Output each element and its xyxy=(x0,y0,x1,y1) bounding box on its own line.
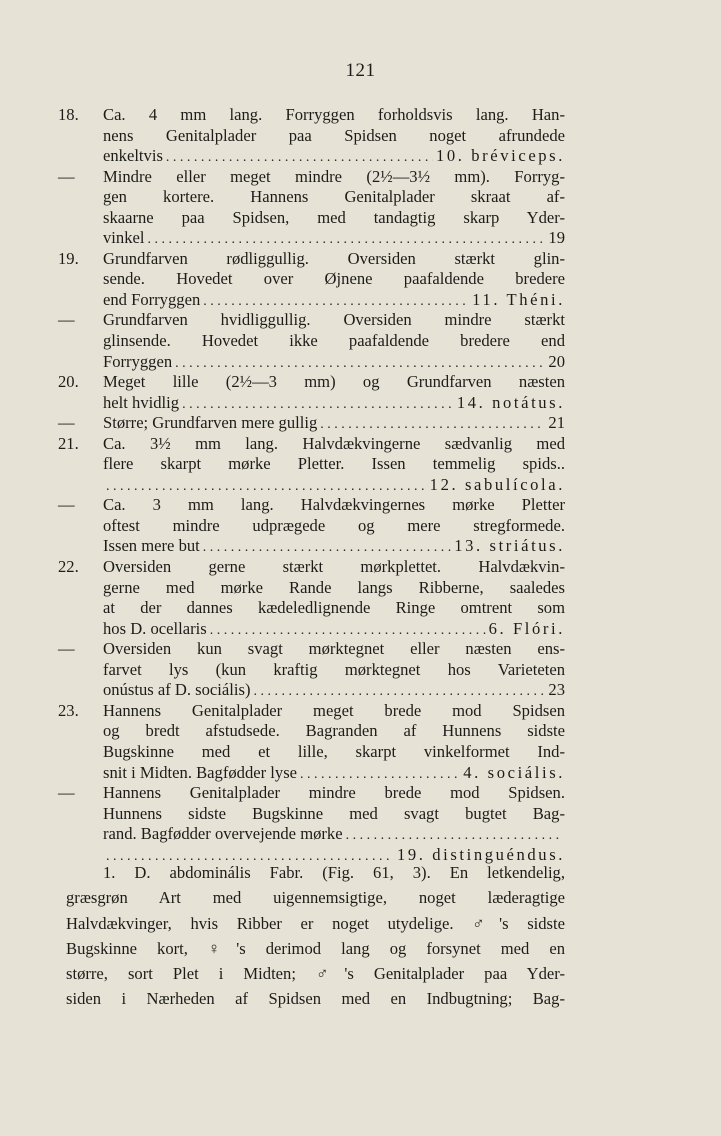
couplet-number: — xyxy=(58,166,75,186)
key-text: Oversiden gerne stærkt mørkplettet. Halvdækvin- xyxy=(103,557,565,577)
couplet-number: 23. xyxy=(58,700,79,720)
dot-leader xyxy=(147,230,545,251)
species-result: 6. Flóri. xyxy=(488,618,565,638)
dot-leader xyxy=(320,415,545,436)
key-text: nens Genitalplader paa Spidsen noget afrundede xyxy=(103,125,565,145)
paragraph-line: Bugskinne kort, ♀'s derimod lang og forsynet med en xyxy=(66,938,565,958)
key-line xyxy=(58,372,565,393)
key-line xyxy=(66,208,565,229)
couplet-number: 18. xyxy=(58,105,79,124)
key-line xyxy=(66,742,565,763)
key-text: Issen mere but xyxy=(103,536,200,556)
couplet-number: — xyxy=(58,783,75,803)
key-line xyxy=(66,680,565,701)
dot-leader xyxy=(175,354,545,375)
species-result: 10. bréviceps. xyxy=(435,146,565,166)
species-result: 13. striátus. xyxy=(454,536,565,556)
dot-leader xyxy=(203,538,451,559)
key-text: rand. Bagfødder overvejende mørke xyxy=(103,824,343,844)
species-result: 12. sabulícola. xyxy=(429,474,565,494)
key-line xyxy=(66,146,565,167)
key-text: Hannens Genitalplader mindre brede mod Spidsen. xyxy=(103,783,565,803)
key-line xyxy=(66,516,565,537)
couplet-number: 19. xyxy=(58,248,79,268)
key-text: Grundfarven hvidliggullig. Oversiden mindre stærkt xyxy=(103,310,565,330)
key-text: Ca. 4 mm lang. Forryggen forholdsvis lang. Han- xyxy=(103,105,565,124)
identification-key xyxy=(58,105,565,865)
key-line xyxy=(66,536,565,557)
couplet-reference: 23 xyxy=(548,680,565,700)
key-text: enkeltvis xyxy=(103,146,163,166)
key-text: onústus af D. sociális) xyxy=(103,680,251,700)
key-line xyxy=(66,721,565,742)
couplet-number: — xyxy=(58,413,75,433)
key-text: Mindre eller meget mindre (2½—3½ mm). Forryg- xyxy=(103,166,565,186)
key-text: flere skarpt mørke Pletter. Issen temmelig spids.. xyxy=(103,454,565,474)
key-line xyxy=(66,475,565,496)
key-text: hos D. ocellaris xyxy=(103,618,207,638)
dot-leader xyxy=(346,826,562,847)
key-text: Meget lille (2½—3 mm) og Grundfarven næsten xyxy=(103,372,565,392)
key-text: at der dannes kædeledlignende Ringe omtrent som xyxy=(103,598,565,618)
dot-leader xyxy=(210,621,486,642)
key-text: Grundfarven rødliggullig. Oversiden stærkt glin- xyxy=(103,248,565,268)
couplet-number: 20. xyxy=(58,372,79,392)
key-text: oftest mindre udprægede og mere stregformede. xyxy=(103,515,565,535)
key-line xyxy=(66,331,565,352)
key-text: Ca. 3 mm lang. Halvdækvingernes mørke Pletter xyxy=(103,495,565,515)
paragraph-line: større, sort Plet i Midten; ♂'s Genitalplader paa Yder- xyxy=(66,964,565,984)
key-text: Bugskinne med et lille, skarpt vinkelformet Ind- xyxy=(103,741,565,761)
key-text: Forryggen xyxy=(103,351,173,371)
key-text: og bredt afstudsede. Bagranden af Hunnens sidste xyxy=(103,721,565,741)
species-result: 14. notátus. xyxy=(456,392,565,412)
dot-leader xyxy=(106,477,427,498)
couplet-reference: 21 xyxy=(548,413,565,433)
key-line xyxy=(66,824,565,845)
couplet-number: — xyxy=(58,495,75,515)
key-line xyxy=(66,393,565,414)
key-text: farvet lys (kun kraftig mørktegnet hos Varieteten xyxy=(103,659,565,679)
key-line xyxy=(66,598,565,619)
key-text: sende. Hovedet over Øjnene paafaldende bredere xyxy=(103,269,565,289)
dot-leader xyxy=(300,765,460,786)
key-text: glinsende. Hovedet ikke paafaldende bredere end xyxy=(103,331,565,351)
paragraph-line: græsgrøn Art med uigennemsigtige, noget læderagtige xyxy=(66,888,565,908)
key-text: skaarne paa Spidsen, med tandagtig skarp Yder- xyxy=(103,207,565,227)
key-line xyxy=(66,269,565,290)
key-text: helt hvidlig xyxy=(103,392,180,412)
key-text: end Forryggen xyxy=(103,289,201,309)
dot-leader xyxy=(166,148,433,169)
couplet-reference: 19 xyxy=(548,228,565,248)
key-line xyxy=(66,619,565,640)
key-line xyxy=(58,248,565,270)
paragraph-line: Halvdækvinger, hvis Ribber er noget utydelige. ♂'s sidste xyxy=(66,913,565,933)
species-result: 11. Théni. xyxy=(472,289,565,309)
key-line xyxy=(58,166,565,188)
page-number: 121 xyxy=(345,60,376,81)
key-text: vinkel xyxy=(103,228,145,248)
key-line xyxy=(66,228,565,249)
key-text: snit i Midten. Bagfødder lyse xyxy=(103,762,298,782)
key-line xyxy=(58,413,565,434)
couplet-number: 21. xyxy=(58,433,79,453)
dot-leader xyxy=(203,292,469,313)
key-text: Hunnens sidste Bugskinne med svagt bugtet Bag- xyxy=(103,803,565,823)
key-line xyxy=(58,639,565,660)
paragraph-line: siden i Nærheden af Spidsen med en Indbugtning; Bag- xyxy=(66,989,565,1009)
key-line xyxy=(66,578,565,599)
key-line xyxy=(58,495,565,516)
couplet-number: 22. xyxy=(58,557,79,577)
paragraph-line: 1. D. abdominális Fabr. (Fig. 61, 3). En letkendelig, xyxy=(103,863,565,882)
key-line xyxy=(66,454,565,475)
key-line xyxy=(66,763,565,784)
key-text: Større; Grundfarven mere gullig xyxy=(103,413,318,433)
key-line xyxy=(58,783,565,804)
key-line xyxy=(58,433,565,455)
key-line xyxy=(66,126,565,147)
key-text: Hannens Genitalplader meget brede mod Spidsen xyxy=(103,700,565,720)
dot-leader xyxy=(182,395,454,416)
key-line xyxy=(58,700,565,722)
species-result: 19. distinguéndus. xyxy=(396,844,565,864)
species-result: 4. sociális. xyxy=(463,762,565,782)
key-line xyxy=(58,310,565,331)
dot-leader xyxy=(253,682,545,703)
key-line xyxy=(66,352,565,373)
key-text: gen kortere. Hannens Genitalplader skraat af- xyxy=(103,187,565,207)
key-line xyxy=(66,187,565,208)
key-line xyxy=(66,660,565,681)
couplet-number: — xyxy=(58,310,75,330)
key-line xyxy=(66,290,565,311)
key-line xyxy=(66,804,565,825)
key-line xyxy=(58,105,565,126)
key-text: Oversiden kun svagt mørktegnet eller næsten ens- xyxy=(103,639,565,659)
key-line xyxy=(58,557,565,578)
species-description xyxy=(66,860,565,1012)
couplet-number: — xyxy=(58,639,75,659)
key-text: Ca. 3½ mm lang. Halvdækvingerne sædvanlig med xyxy=(103,433,565,453)
couplet-reference: 20 xyxy=(548,351,565,371)
key-text: gerne med mørke Rande langs Ribberne, saaledes xyxy=(103,577,565,597)
